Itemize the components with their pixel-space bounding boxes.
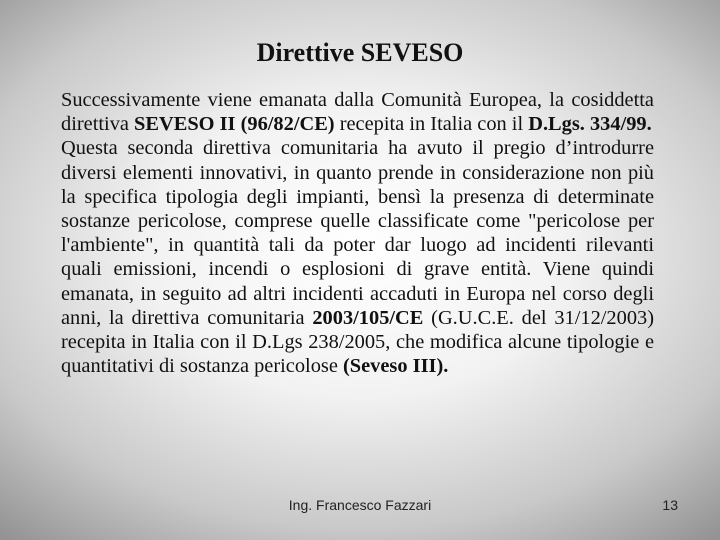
paragraph-2-bold-2: (Seveso III).: [343, 355, 449, 378]
slide-body: [61, 88, 654, 378]
paragraph-2: [61, 136, 654, 378]
page-number: 13: [662, 497, 678, 513]
slide-title: Direttive SEVESO: [256, 38, 464, 67]
footer-author: Ing. Francesco Fazzari: [288, 497, 432, 513]
paragraph-2-text-1: Questa seconda direttiva comunitaria ha avuto il pregio d’introdurre diversi elementi innovativi, in quanto prende in considerazione non più la specifica tipologia degli impianti, bensì la presenza di determinate sostanze pericolose, comprese quelle classificate come "pericolose per l'ambiente", in quantità tali da poter dar luogo ad incidenti rilevanti quali emissioni, incendi o esplosioni di grave entità. Viene quindi emanata, in seguito ad altri incidenti accaduti in Europa nel corso degli anni, la direttiva comunitaria: [61, 137, 654, 329]
paragraph-1-text-2: recepita in Italia con il: [334, 113, 529, 136]
paragraph-1-text-1: Successivamente viene emanata dalla Comunità Europea, la cosiddetta direttiva: [61, 89, 654, 136]
paragraph-2-text-2: (G.U.C.E. del 31/12/2003) recepita in Italia con il D.Lgs 238/2005, che modifica alcune tipologie e quantitativi di sostanza pericolose: [61, 306, 655, 378]
paragraph-1-bold-2: D.Lgs. 334/99.: [528, 113, 652, 136]
paragraph-1: [61, 88, 654, 136]
paragraph-1-bold-1: SEVESO II (96/82/CE): [134, 113, 335, 136]
paragraph-2-bold-1: 2003/105/CE: [312, 306, 424, 329]
